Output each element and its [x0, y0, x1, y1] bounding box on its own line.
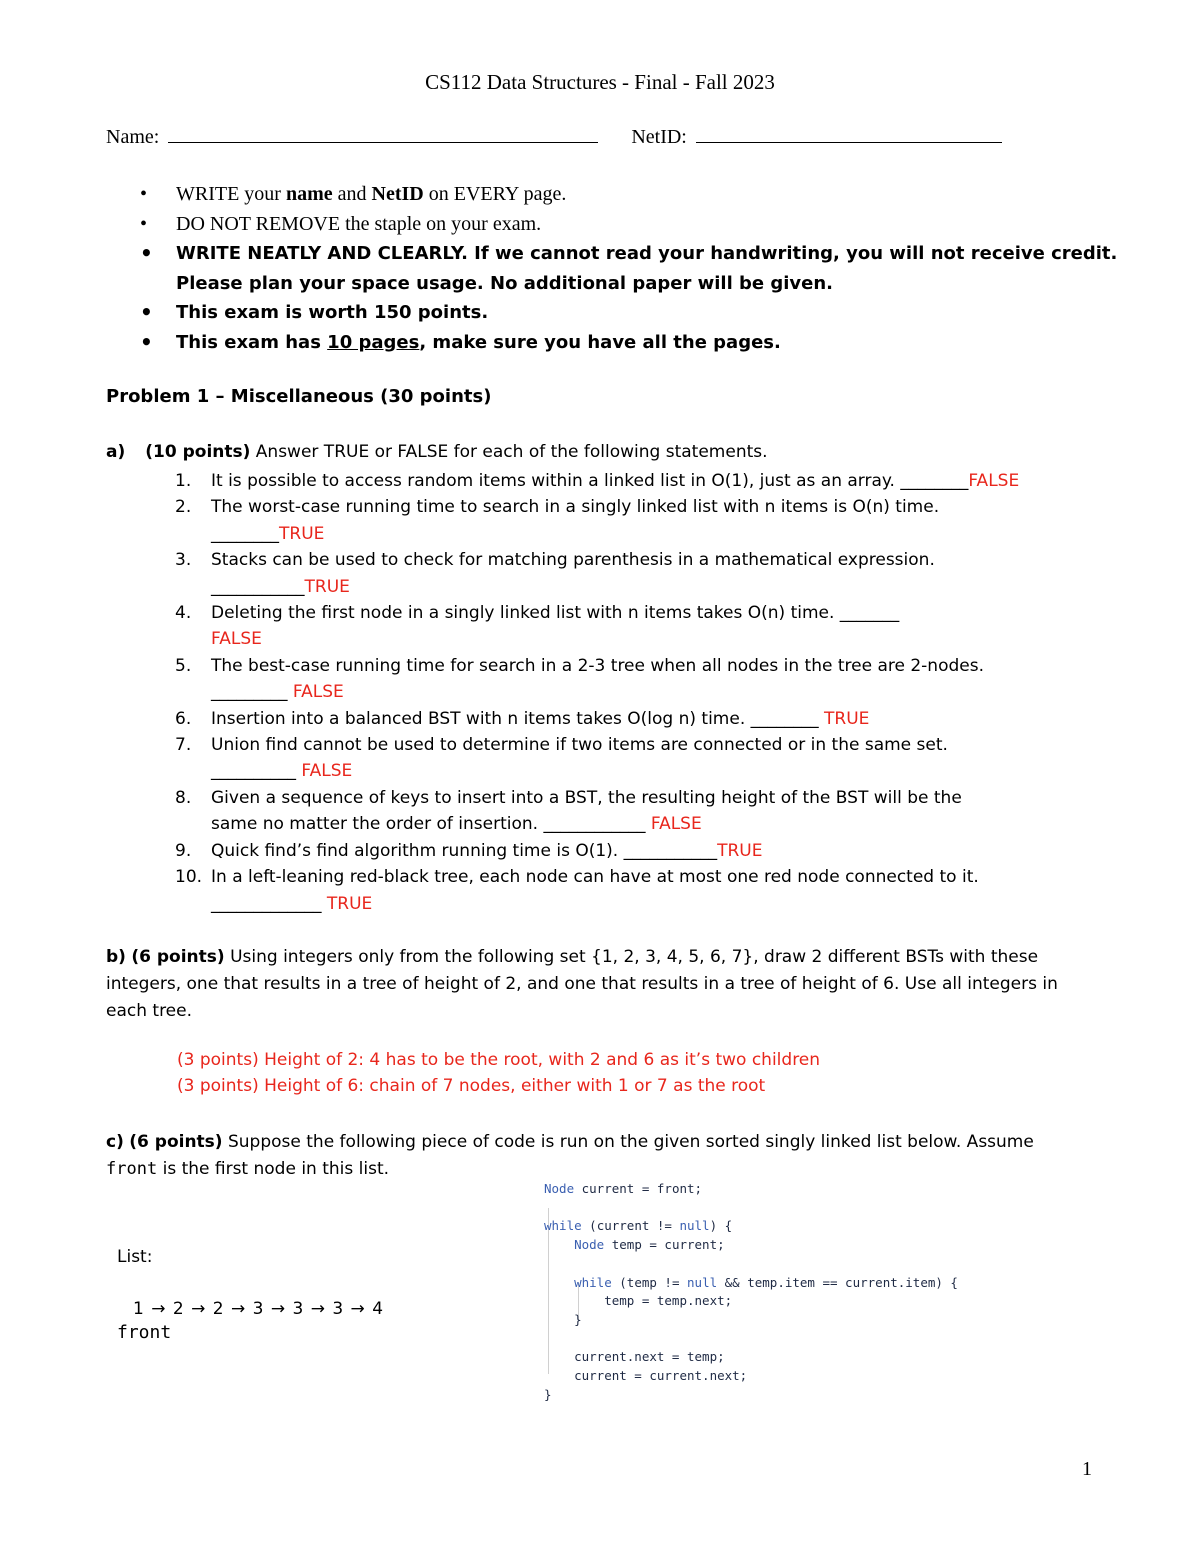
linked-list-sequence: 1 → 2 → 2 → 3 → 3 → 3 → 4	[133, 1299, 384, 1319]
list-item: 6. Insertion into a balanced BST with n items takes O(log n) time. ________ TRUE	[175, 708, 870, 729]
answer: TRUE	[326, 893, 373, 914]
part-c-prompt: c) (6 points) Suppose the following piece of code is run on the given sorted singly linked list below. Assume front is the first node in this list.	[106, 1132, 1034, 1179]
answer: FALSE	[650, 814, 702, 835]
list-item: 7. Union find cannot be used to determine if two items are connected or in the same set. __________ FALSE	[175, 735, 948, 782]
netid-label: NetID:	[631, 126, 687, 148]
part-b-answer-2: (3 points) Height of 6: chain of 7 nodes, either with 1 or 7 as the root	[177, 1076, 766, 1096]
list-item: 2. The worst-case running time to search in a singly linked list with n items is O(n) time. ________TRUE	[175, 497, 940, 544]
page-number: 1	[1082, 1458, 1092, 1480]
instruction-item: • WRITE your name and NetID on EVERY page.	[140, 180, 1140, 210]
list-item: 4. Deleting the first node in a singly linked list with n items takes O(n) time. _______ FALSE	[175, 600, 1095, 653]
instruction-item: • WRITE NEATLY AND CLEARLY. If we cannot read your handwriting, you will not receive credit. Please plan your space usage. No additional paper will be given.	[140, 239, 1140, 298]
list-item: 10. In a left-leaning red-black tree, each node can have at most one red node connected to it. _____________ TRUE	[175, 867, 979, 914]
code-block: Node current = front; while (current != null) { Node temp = current; while (temp != null && temp.item == current.item) { temp = temp.next; } current.next = temp; current = current.next; }	[544, 1181, 958, 1402]
list-item: 5. The best-case running time for search in a 2-3 tree when all nodes in the tree are 2-nodes. _________ FALSE	[175, 655, 984, 703]
answer: FALSE	[968, 471, 1020, 491]
answer: FALSE	[292, 682, 344, 703]
answer: TRUE	[824, 708, 870, 729]
part-b-prompt: b) (6 points) Using integers only from the following set {1, 2, 3, 4, 5, 6, 7}, draw 2 different BSTs with these integers, one that results in a tree of height of 2, and one that results in a tree of height of 6. Use all integers in each tree.	[106, 947, 1058, 1021]
answer: TRUE	[717, 840, 763, 861]
list-label: List:	[117, 1247, 153, 1267]
problem-heading: Problem 1 – Miscellaneous (30 points)	[106, 386, 492, 407]
name-netid-line	[106, 126, 1002, 149]
answer: FALSE	[301, 761, 353, 782]
name-label: Name:	[106, 126, 160, 148]
part-a-prompt: a) (10 points) Answer TRUE or FALSE for each of the following statements.	[106, 442, 768, 462]
instructions-list	[140, 180, 1140, 357]
page-title: CS112 Data Structures - Final - Fall 2023	[425, 70, 775, 94]
front-label: front	[117, 1322, 172, 1343]
part-b-answer-1: (3 points) Height of 2: 4 has to be the root, with 2 and 6 as it’s two children	[177, 1050, 821, 1070]
list-item: 1. It is possible to access random items within a linked list in O(1), just as an array. ________FALSE	[175, 471, 1020, 491]
answer: TRUE	[279, 523, 325, 544]
instruction-item: • DO NOT REMOVE the staple on your exam.	[140, 210, 1140, 240]
list-item: 3. Stacks can be used to check for matching parenthesis in a mathematical expression. ___________TRUE	[175, 550, 935, 597]
instruction-item: • This exam is worth 150 points.	[140, 298, 1140, 328]
answer: TRUE	[304, 576, 350, 597]
code-snippet	[528, 1172, 988, 1412]
answer: FALSE	[211, 629, 262, 650]
netid-field[interactable]	[696, 141, 1002, 143]
true-false-list	[175, 468, 1095, 917]
name-field[interactable]	[168, 141, 598, 143]
list-item: 9. Quick find’s find algorithm running time is O(1). ___________TRUE	[175, 840, 763, 861]
instruction-item: • This exam has 10 pages, make sure you have all the pages.	[140, 328, 1140, 358]
list-item: 8. Given a sequence of keys to insert into a BST, the resulting height of the BST will be the same no matter the order of insertion. ____________ FALSE	[175, 787, 962, 835]
